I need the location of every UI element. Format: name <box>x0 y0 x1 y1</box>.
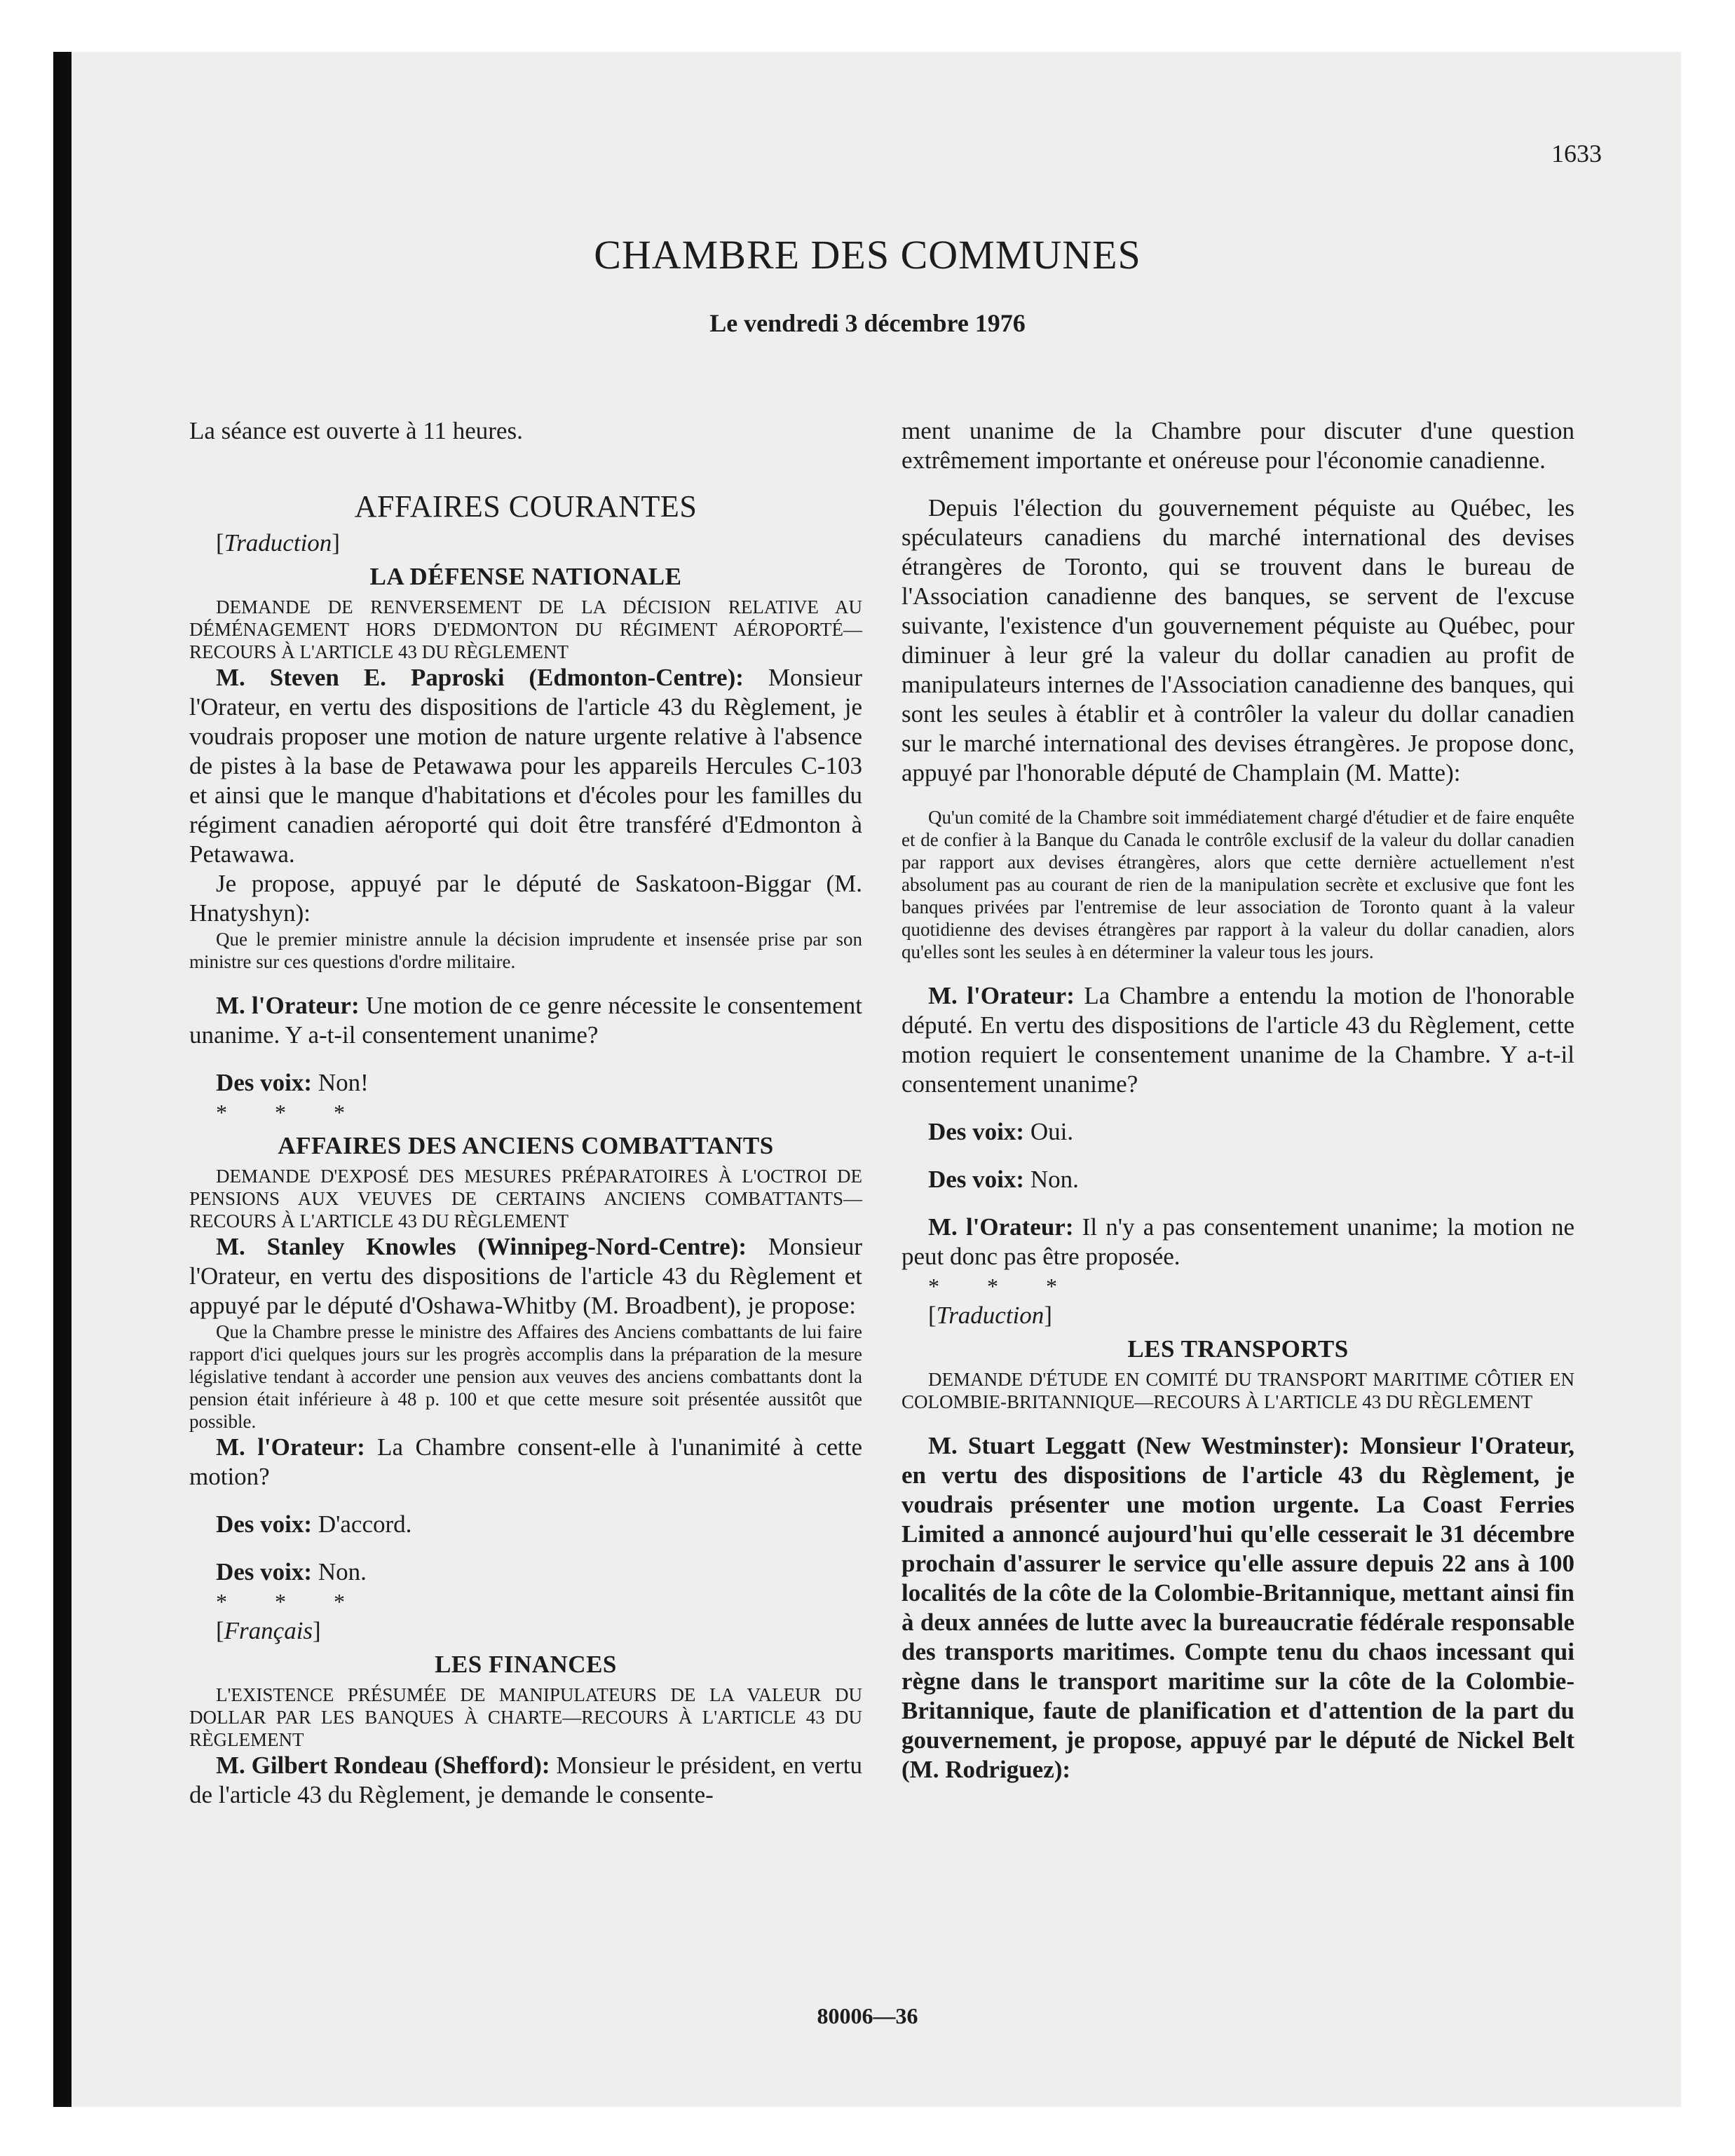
paragraph: Des voix: Non. <box>928 1166 1079 1193</box>
topic-title: LES TRANSPORTS <box>1127 1335 1349 1363</box>
speaker-name: M. l'Orateur: <box>928 1213 1074 1241</box>
speaker-name: Des voix: <box>216 1558 313 1585</box>
speaker-name: M. Stuart Leggatt (New Westminster): <box>928 1432 1350 1459</box>
speaker-name: M. l'Orateur: <box>928 982 1075 1009</box>
paragraph: Des voix: D'accord. <box>216 1510 412 1538</box>
language-note: [Traduction] <box>216 529 340 557</box>
speaker-name: M. Steven E. Paproski (Edmonton-Centre): <box>216 664 744 691</box>
motion-quote: Que le premier ministre annule la décision imprudente et insensée prise par son ministre sur ces questions d'ordre militaire. <box>189 929 862 972</box>
language-note: [Traduction] <box>928 1302 1052 1329</box>
section-title: AFFAIRES COURANTES <box>354 489 698 524</box>
section-separator: * * * <box>216 1100 366 1125</box>
paragraph: Des voix: Non. <box>216 1558 367 1585</box>
speaker-name: M. Gilbert Rondeau (Shefford): <box>216 1752 550 1779</box>
speaker-name: M. l'Orateur: <box>216 992 360 1019</box>
topic-subtitle: L'EXISTENCE PRÉSUMÉE DE MANIPULATEURS DE LA VALEUR DU DOLLAR PAR LES BANQUES À CHARTE—RECOURS À L'ARTICLE 43 DU RÈGLEMENT <box>189 1684 862 1750</box>
left-column <box>189 407 862 1810</box>
speaker-name: M. Stanley Knowles (Winnipeg-Nord-Centre): <box>216 1233 747 1260</box>
speaker-name: Des voix: <box>928 1166 1025 1193</box>
topic-subtitle: DEMANDE D'EXPOSÉ DES MESURES PRÉPARATOIRES À L'OCTROI DE PENSIONS AUX VEUVES DE CERTAINS ANCIENS COMBATTANTS—RECOURS À L'ARTICLE 43 DU RÈGLEMENT <box>189 1166 862 1231</box>
motion-quote: Qu'un comité de la Chambre soit immédiatement chargé d'étudier et de faire enquête et de confier à la Banque du Canada le contrôle exclusif de la valeur du dollar canadien par rapport aux devises étrangères, alors que cette dernière actuellement n'est absolument pas au courant de rien de la manipulation secrète et exclusive que font les banques privées par l'entremise de leur association de Toronto quant à la valeur quotidienne des devises étrangères par rapport à la valeur du dollar canadien, alors qu'elles sont les seules à en déterminer la valeur tous les jours. <box>901 807 1574 962</box>
footer-code: 80006—36 <box>817 2003 918 2028</box>
motion-quote: Que la Chambre presse le ministre des Affaires des Anciens combattants de lui faire rapport d'ici quelques jours sur les progrès accomplis dans la préparation de la mesure législative tendant à accorder une pension aux veuves des anciens combattants dont la pension était inférieure à 48 p. 100 et que cette mesure soit présentée aussitôt que possible. <box>189 1321 862 1432</box>
speaker-name: M. l'Orateur: <box>216 1433 365 1461</box>
paragraph: Des voix: Oui. <box>928 1118 1074 1145</box>
topic-title: AFFAIRES DES ANCIENS COMBATTANTS <box>278 1132 774 1159</box>
topic-subtitle: DEMANDE DE RENVERSEMENT DE LA DÉCISION RELATIVE AU DÉMÉNAGEMENT HORS D'EDMONTON DU RÉGIMENT AÉROPORTÉ—RECOURS À L'ARTICLE 43 DU RÈGLEMENT <box>189 596 862 662</box>
paragraph: M. Stuart Leggatt (New Westminster): Monsieur l'Orateur, en vertu des dispositions de l'article 43 du Règlement, je voudrais présenter une motion urgente. La Coast Ferries Limited a annoncé aujourd'hui qu'elle cesserait le 31 décembre prochain d'assurer le service qu'elle assure depuis 22 ans à 100 localités de la côte de la Colombie-Britannique, mettant ainsi fin à deux années de lutte avec la bureaucratie fédérale responsable des transports maritimes. Compte tenu du chaos incessant qui règne dans le transport maritime sur la côte de la Colombie-Britannique, faute de planification et d'attention de la part du gouvernement, je propose, appuyé par le député de Nickel Belt (M. Rodriguez): <box>901 1432 1574 1783</box>
topic-subtitle: DEMANDE D'ÉTUDE EN COMITÉ DU TRANSPORT MARITIME CÔTIER EN COLOMBIE-BRITANNIQUE—RECOURS À L'ARTICLE 43 DU RÈGLEMENT <box>901 1369 1574 1412</box>
topic-title: LES FINANCES <box>435 1651 617 1678</box>
section-separator: * * * <box>928 1274 1078 1299</box>
paragraph: M. l'Orateur: La Chambre consent-elle à l'unanimité à cette motion? <box>189 1433 862 1490</box>
page-title: CHAMBRE DES COMMUNES <box>594 232 1141 278</box>
speaker-name: Des voix: <box>216 1510 313 1538</box>
paragraph: M. Steven E. Paproski (Edmonton-Centre): Monsieur l'Orateur, en vertu des dispositions de l'article 43 du Règlement, je voudrais proposer une motion de nature urgente relative à l'absence de pistes à la base de Petawawa pour les appareils Hercules C-103 et ainsi que le manque d'habitations et d'écoles pour les familles du régiment canadien aéroporté qui doit être transféré d'Edmonton à Petawawa. <box>189 664 863 868</box>
paragraph: M. l'Orateur: Il n'y a pas consentement unanime; la motion ne peut donc pas être proposée. <box>901 1213 1575 1270</box>
paragraph: M. l'Orateur: La Chambre a entendu la motion de l'honorable député. En vertu des dispositions de l'article 43 du Règlement, cette motion requiert le consentement unanime de la Chambre. Y a-t-il consentement unanime? <box>901 982 1574 1098</box>
page-number: 1633 <box>1551 139 1602 168</box>
paragraph: M. l'Orateur: Une motion de ce genre nécessite le consentement unanime. Y a-t-il consentement unanime? <box>189 992 862 1049</box>
paragraph: M. Gilbert Rondeau (Shefford): Monsieur le président, en vertu de l'article 43 du Règlement, je demande le consente- <box>189 1752 862 1808</box>
topic-title: LA DÉFENSE NATIONALE <box>369 563 682 590</box>
opening-line: La séance est ouverte à 11 heures. <box>189 417 523 444</box>
sitting-date: Le vendredi 3 décembre 1976 <box>709 309 1026 337</box>
paragraph: Je propose, appuyé par le député de Saskatoon-Biggar (M. Hnatyshyn): <box>189 870 862 927</box>
language-note: [Français] <box>216 1617 321 1644</box>
paragraph: M. Stanley Knowles (Winnipeg-Nord-Centre): Monsieur l'Orateur, en vertu des dispositions de l'article 43 du Règlement et appuyé par le député d'Oshawa-Whitby (M. Broadbent), je propose: <box>189 1233 862 1319</box>
section-separator: * * * <box>216 1589 366 1614</box>
right-column <box>901 407 1574 1785</box>
paragraph: Depuis l'élection du gouvernement péquiste au Québec, les spéculateurs canadiens du marché international des devises étrangères de Toronto, qui se trouvent dans le bureau de l'Association canadienne des banques, se servent de l'excuse suivante, l'existence d'un gouvernement péquiste au Québec, pour diminuer à leur gré la valeur du dollar canadien au profit de manipulateurs internes de l'Association canadienne des banques, qui sont les seules à établir et à contrôler la valeur du dollar canadien sur le marché international des devises étrangères. Je propose donc, appuyé par l'honorable député de Champlain (M. Matte): <box>901 494 1574 786</box>
speaker-name: Des voix: <box>928 1118 1025 1145</box>
binding-edge <box>53 52 72 2107</box>
paragraph: Des voix: Non! <box>216 1069 369 1096</box>
speaker-name: Des voix: <box>216 1069 313 1096</box>
paragraph: ment unanime de la Chambre pour discuter d'une question extrêmement importante et onéreuse pour l'économie canadienne. <box>901 417 1574 474</box>
